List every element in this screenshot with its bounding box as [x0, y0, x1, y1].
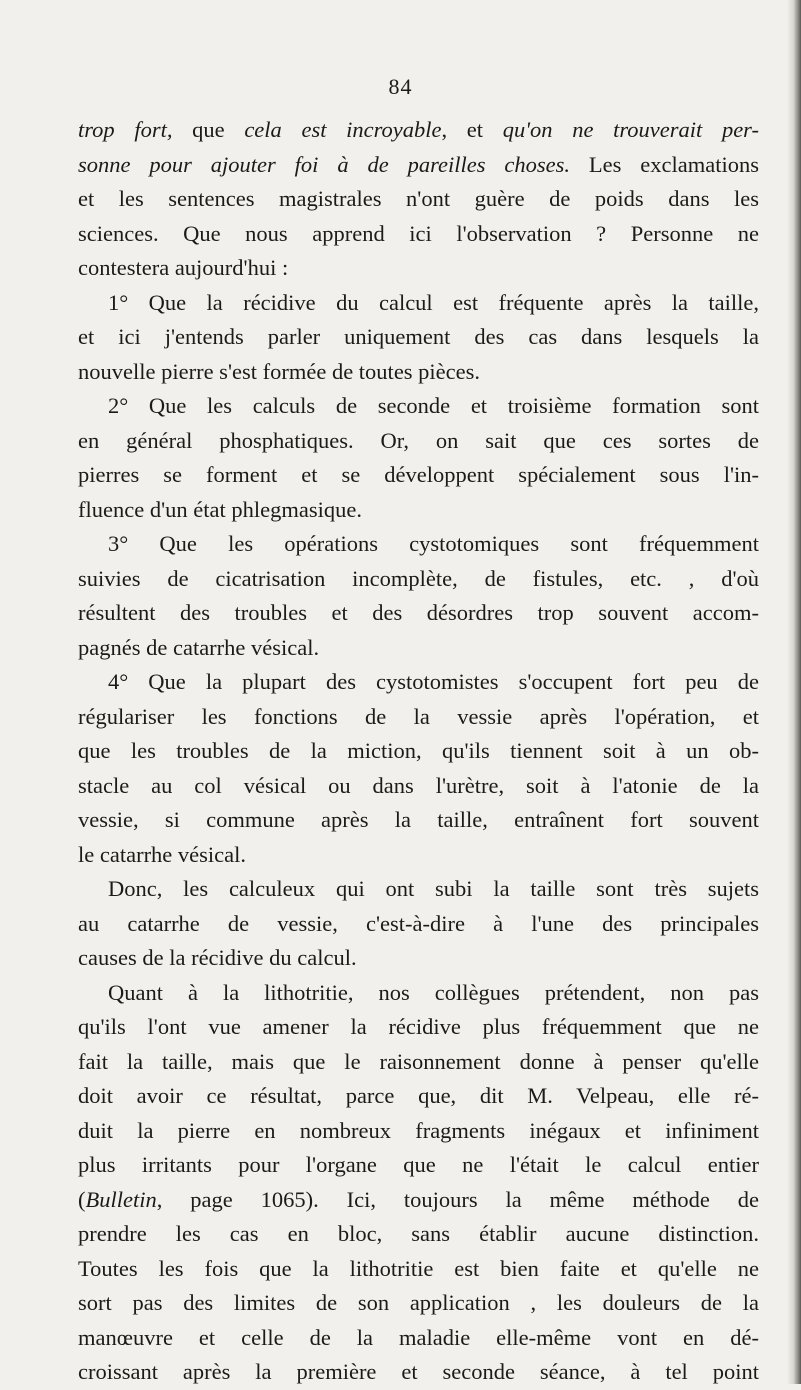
text-segment: sciences. Que nous apprend ici l'observation ? Personne ne: [78, 220, 759, 246]
text-segment: Toutes les fois que la lithotritie est bien faite et qu'elle ne: [78, 1255, 759, 1281]
text-segment: fait la taille, mais que le raisonnement donne à penser qu'elle: [78, 1048, 759, 1074]
text-line: [78, 734, 759, 769]
text-segment: stacle au col vésical ou dans l'urètre, soit à l'atonie de la: [78, 772, 759, 798]
text-segment: régulariser les fonctions de la vessie après l'opération, et: [78, 703, 759, 729]
text-segment: Donc, les calculeux qui ont subi la taille sont très sujets: [108, 876, 759, 901]
text-line: [78, 872, 759, 907]
text-segment: pierres se forment et se développent spécialement sous l'in-: [78, 462, 759, 487]
text-segment: que les troubles de la miction, qu'ils tiennent soit à un ob-: [78, 738, 759, 763]
italic-text: trop fort,: [78, 117, 173, 142]
text-line: [78, 976, 759, 1011]
text-line: [78, 907, 759, 942]
text-segment: le catarrhe vésical.: [78, 841, 247, 867]
text-line: [78, 1148, 759, 1183]
text-line: [78, 941, 759, 976]
text-segment: , et: [441, 117, 503, 142]
text-segment: 2° Que les calculs de seconde et troisième formation sont: [108, 393, 759, 418]
text-line: [78, 424, 759, 459]
text-segment: manœuvre et celle de la maladie elle-même vont en dé-: [78, 1324, 759, 1350]
text-line: [78, 1355, 759, 1390]
text-line: [78, 1183, 759, 1218]
text-segment: Les exclamations: [570, 151, 759, 177]
text-line: [78, 493, 759, 528]
text-line: [78, 1286, 759, 1321]
text-line: [78, 1010, 759, 1045]
text-segment: et ici j'entends parler uniquement des cas dans lesquels la: [78, 324, 759, 349]
text-line: [78, 113, 759, 148]
text-line: [78, 1079, 759, 1114]
page-number: 84: [388, 74, 413, 99]
text-line: [78, 562, 759, 597]
text-line: [78, 1252, 759, 1287]
text-line: [78, 286, 759, 321]
text-segment: et les sentences magistrales n'ont guère de poids dans les: [78, 186, 759, 211]
text-segment: prendre les cas en bloc, sans établir aucune distinction.: [78, 1221, 759, 1246]
text-segment: , page 1065). Ici, toujours la même méthode de: [156, 1186, 759, 1212]
text-line: [78, 838, 759, 873]
text-segment: plus irritants pour l'organe que ne l'était le calcul entier: [78, 1152, 759, 1177]
text-line: [78, 1114, 759, 1149]
text-segment: 1° Que la récidive du calcul est fréquente après la taille,: [108, 289, 759, 315]
text-line: [78, 631, 759, 666]
text-line: [78, 769, 759, 804]
text-segment: résultent des troubles et des désordres trop souvent accom-: [78, 600, 759, 625]
italic-text: cela est incroyable: [244, 117, 442, 142]
text-line: [78, 1045, 759, 1080]
page-edge-shadow: [787, 0, 801, 1384]
text-segment: 3° Que les opérations cystotomiques sont fréquemment: [108, 531, 759, 556]
text-segment: vessie, si commune après la taille, entraînent fort souvent: [78, 807, 759, 832]
text-segment: pagnés de catarrhe vésical.: [78, 634, 320, 660]
body-text: [78, 113, 759, 1390]
text-segment: que: [172, 117, 245, 142]
text-segment: contestera aujourd'hui :: [78, 255, 289, 280]
text-segment: qu'ils l'ont vue amener la récidive plus fréquemment que ne: [78, 1014, 759, 1039]
text-line: [78, 458, 759, 493]
text-line: [78, 148, 759, 183]
text-segment: (: [78, 1186, 86, 1212]
text-segment: sort pas des limites de son application , les douleurs de la: [78, 1290, 759, 1315]
text-segment: croissant après la première et seconde séance, à tel point: [78, 1359, 759, 1384]
text-line: [78, 596, 759, 631]
text-segment: Quant à la lithotritie, nos collègues prétendent, non pas: [108, 979, 759, 1005]
text-line: [78, 389, 759, 424]
text-line: [78, 527, 759, 562]
text-line: [78, 320, 759, 355]
text-segment: doit avoir ce résultat, parce que, dit M. Velpeau, elle ré-: [78, 1083, 759, 1108]
italic-text: sonne pour ajouter foi à de pareilles choses.: [78, 151, 571, 177]
text-line: [78, 1217, 759, 1252]
text-line: [78, 803, 759, 838]
text-line: [78, 182, 759, 217]
text-segment: causes de la récidive du calcul.: [78, 945, 357, 970]
text-line: [78, 355, 759, 390]
text-segment: duit la pierre en nombreux fragments inégaux et infiniment: [78, 1117, 759, 1143]
italic-text: qu'on ne trouverait per-: [502, 117, 759, 142]
text-line: [78, 251, 759, 286]
text-segment: en général phosphatiques. Or, on sait que ces sortes de: [78, 427, 759, 453]
text-segment: fluence d'un état phlegmasique.: [78, 496, 362, 522]
text-segment: suivies de cicatrisation incomplète, de fistules, etc. , d'où: [78, 565, 759, 591]
text-segment: 4° Que la plupart des cystotomistes s'occupent fort peu de: [108, 669, 759, 694]
text-line: [78, 665, 759, 700]
text-line: [78, 1321, 759, 1356]
text-line: [78, 217, 759, 252]
italic-text: Bulletin: [85, 1186, 157, 1212]
text-segment: nouvelle pierre s'est formée de toutes pièces.: [78, 358, 481, 384]
text-segment: au catarrhe de vessie, c'est-à-dire à l'une des principales: [78, 910, 759, 936]
text-line: [78, 700, 759, 735]
